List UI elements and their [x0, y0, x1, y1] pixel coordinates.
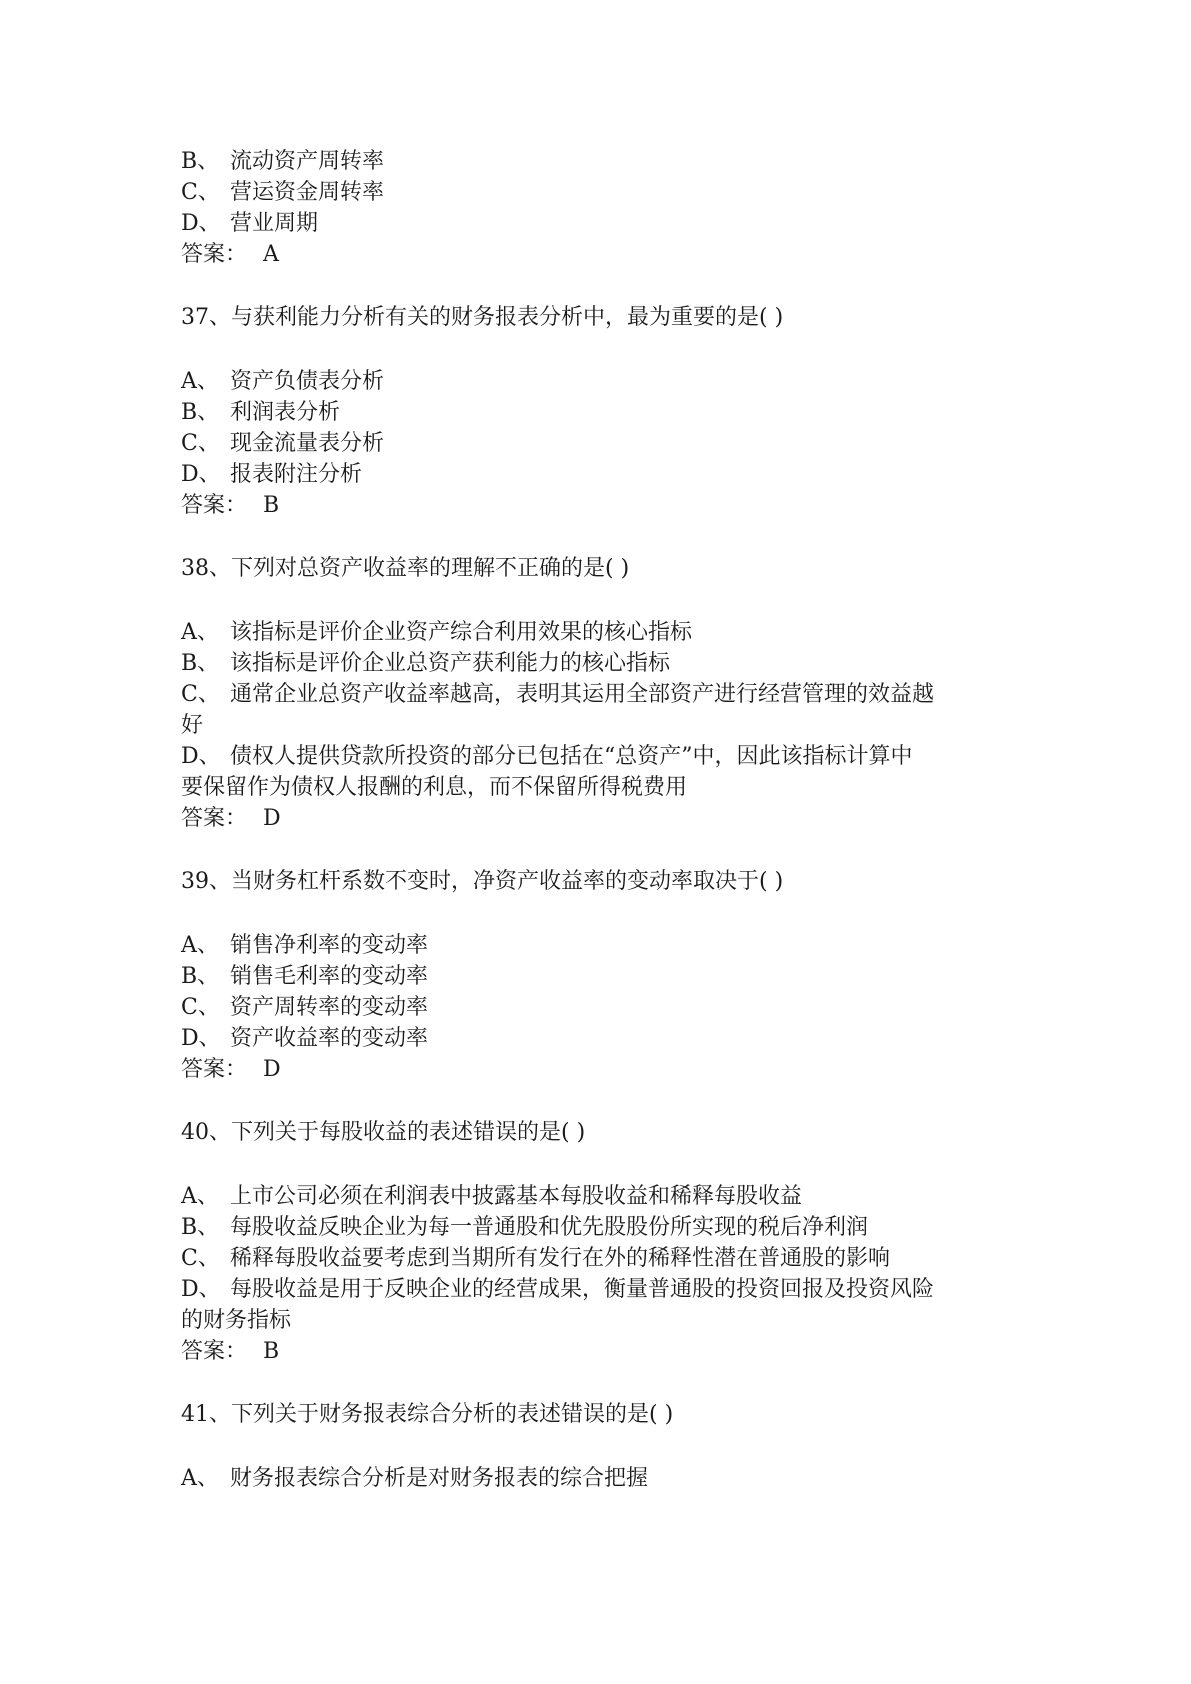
- option-text: 营运资金周转率: [230, 180, 385, 205]
- option-letter: A、: [181, 369, 219, 394]
- option-letter: C、: [181, 180, 220, 205]
- option-c: [181, 992, 1011, 1023]
- option-text: 资产收益率的变动率: [230, 1026, 429, 1051]
- option-text: 该指标是评价企业总资产获利能力的核心指标: [230, 651, 671, 676]
- option-b: [181, 146, 1011, 177]
- option-letter: A、: [181, 620, 219, 645]
- option-text: 资产周转率的变动率: [230, 995, 429, 1020]
- question-39: [181, 866, 1011, 1085]
- option-d: [181, 1274, 1011, 1305]
- question-37: [181, 302, 1011, 521]
- answer-label: 答案：: [181, 806, 248, 831]
- answer-line: [181, 239, 1011, 270]
- question-stem: 39、当财务杠杆系数不变时，净资产收益率的变动率取决于( ): [181, 869, 784, 894]
- option-text: 销售毛利率的变动率: [230, 964, 429, 989]
- question-stem: 37、与获利能力分析有关的财务报表分析中，最为重要的是( ): [181, 305, 784, 330]
- option-b: [181, 961, 1011, 992]
- option-c: [181, 428, 1011, 459]
- option-letter: B、: [181, 964, 220, 989]
- option-c: [181, 1243, 1011, 1274]
- question-41: [181, 1399, 1011, 1494]
- option-text: 债权人提供贷款所投资的部分已包括在“总资产”中，因此该指标计算中: [230, 744, 913, 769]
- option-text: 财务报表综合分析是对财务报表的综合把握: [230, 1466, 649, 1491]
- option-letter: A、: [181, 1466, 219, 1491]
- option-letter: B、: [181, 1215, 220, 1240]
- option-text: 流动资产周转率: [230, 149, 385, 174]
- option-a: [181, 1181, 1011, 1212]
- answer-value: D: [263, 806, 281, 831]
- carry-over-question: [181, 146, 1011, 270]
- option-letter: C、: [181, 1246, 220, 1271]
- option-a: [181, 1463, 1011, 1494]
- option-a: [181, 930, 1011, 961]
- answer-value: A: [263, 242, 279, 267]
- answer-label: 答案：: [181, 493, 248, 518]
- answer-value: B: [263, 1339, 280, 1364]
- answer-line: [181, 490, 1011, 521]
- option-letter: D、: [181, 211, 221, 236]
- option-text: 营业周期: [230, 211, 319, 236]
- answer-label: 答案：: [181, 242, 248, 267]
- answer-label: 答案：: [181, 1339, 248, 1364]
- option-letter: B、: [181, 149, 220, 174]
- question-stem: 38、下列对总资产收益率的理解不正确的是( ): [181, 556, 630, 581]
- answer-label: 答案：: [181, 1057, 248, 1082]
- option-text: 利润表分析: [230, 400, 341, 425]
- option-letter: C、: [181, 995, 220, 1020]
- option-letter: A、: [181, 933, 219, 958]
- option-letter: D、: [181, 1026, 221, 1051]
- option-continuation: 要保留作为债权人报酬的利息，而不保留所得税费用: [181, 775, 688, 800]
- option-a: [181, 366, 1011, 397]
- page-content: [181, 146, 1011, 1494]
- option-letter: D、: [181, 744, 221, 769]
- option-text: 上市公司必须在利润表中披露基本每股收益和稀释每股收益: [230, 1184, 803, 1209]
- option-text: 该指标是评价企业资产综合利用效果的核心指标: [230, 620, 693, 645]
- option-c: [181, 679, 1011, 710]
- option-text: 资产负债表分析: [230, 369, 385, 394]
- option-b: [181, 397, 1011, 428]
- option-letter: C、: [181, 431, 220, 456]
- option-b: [181, 648, 1011, 679]
- option-text: 稀释每股收益要考虑到当期所有发行在外的稀释性潜在普通股的影响: [230, 1246, 891, 1271]
- option-text: 销售净利率的变动率: [230, 933, 429, 958]
- option-text: 报表附注分析: [230, 462, 363, 487]
- option-d: [181, 741, 1011, 772]
- answer-value: B: [263, 493, 280, 518]
- option-letter: A、: [181, 1184, 219, 1209]
- question-stem: 40、下列关于每股收益的表述错误的是( ): [181, 1120, 586, 1145]
- answer-line: [181, 1336, 1011, 1367]
- option-c: [181, 177, 1011, 208]
- answer-value: D: [263, 1057, 281, 1082]
- option-a: [181, 617, 1011, 648]
- option-d: [181, 208, 1011, 239]
- option-b: [181, 1212, 1011, 1243]
- question-38: [181, 553, 1011, 834]
- option-letter: B、: [181, 651, 220, 676]
- question-stem: 41、下列关于财务报表综合分析的表述错误的是( ): [181, 1402, 674, 1427]
- answer-line: [181, 1054, 1011, 1085]
- option-continuation: 好: [181, 713, 204, 738]
- option-letter: D、: [181, 462, 221, 487]
- question-40: [181, 1117, 1011, 1367]
- option-d: [181, 459, 1011, 490]
- answer-line: [181, 803, 1011, 834]
- option-letter: D、: [181, 1277, 221, 1302]
- option-text: 每股收益反映企业为每一普通股和优先股股份所实现的税后净利润: [230, 1215, 869, 1240]
- option-letter: C、: [181, 682, 220, 707]
- option-text: 每股收益是用于反映企业的经营成果，衡量普通股的投资回报及投资风险: [230, 1277, 935, 1302]
- option-d: [181, 1023, 1011, 1054]
- option-letter: B、: [181, 400, 220, 425]
- option-text: 通常企业总资产收益率越高，表明其运用全部资产进行经营管理的效益越: [230, 682, 935, 707]
- option-text: 现金流量表分析: [230, 431, 385, 456]
- option-continuation: 的财务指标: [181, 1308, 292, 1333]
